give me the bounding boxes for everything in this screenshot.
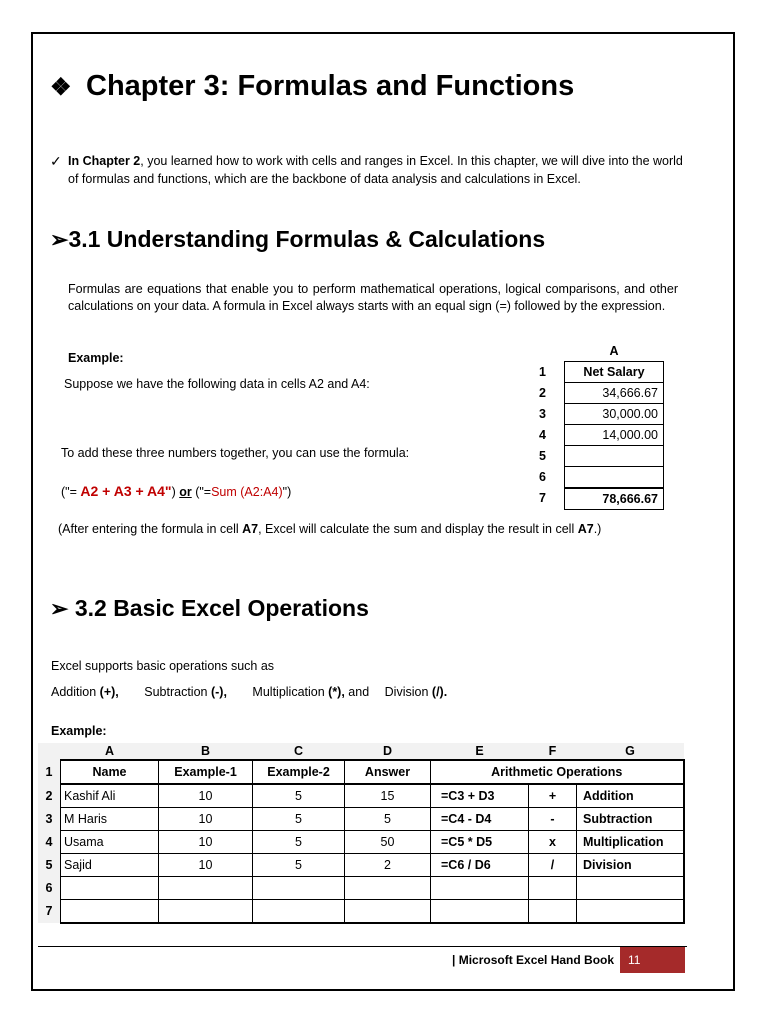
footer-divider — [38, 946, 687, 947]
table-cell[interactable] — [577, 900, 684, 924]
corner-cell — [535, 341, 565, 361]
op-multiplication: Multiplication — [252, 685, 329, 699]
row-number: 6 — [539, 469, 546, 484]
column-header: G — [577, 743, 684, 760]
op-subtraction-sym: (-), — [210, 685, 227, 699]
column-header-a: A — [609, 343, 619, 358]
table-cell[interactable]: Addition — [577, 784, 684, 808]
table-cell[interactable]: 15 — [345, 784, 431, 808]
table-cell[interactable] — [61, 877, 159, 900]
op-subtraction: Subtraction — [144, 685, 211, 699]
row-number: 7 — [38, 900, 61, 924]
table-cell[interactable]: Division — [577, 854, 684, 877]
sum-open: ("= — [191, 485, 212, 499]
op-division-sym: (/). — [431, 685, 448, 699]
page-number: 11 — [620, 947, 685, 973]
table-row — [535, 382, 664, 403]
column-header: D — [345, 743, 431, 760]
table-cell[interactable]: 2 — [345, 854, 431, 877]
operations-line — [51, 685, 447, 699]
table-cell[interactable]: + — [529, 784, 577, 808]
formulas-paragraph: Formulas are equations that enable you to perform mathematical operations, logical comparisons, and other calculations on your data. A formula in Excel always starts with an equal sign (=) followed by the expression. — [68, 282, 678, 313]
op-and: and — [344, 685, 370, 699]
table-row — [535, 361, 664, 382]
table-row — [38, 808, 684, 831]
header-cell[interactable]: Example-2 — [253, 760, 345, 784]
table-row — [535, 466, 664, 488]
row-number: 2 — [38, 784, 61, 808]
checkmark-icon: ✓ — [50, 153, 62, 169]
footer-title: | Microsoft Excel Hand Book — [452, 953, 615, 967]
table-cell[interactable]: Usama — [61, 831, 159, 854]
corner-cell — [38, 743, 61, 760]
section-3-1-title: 3.1 Understanding Formulas & Calculations — [68, 226, 546, 252]
table-row — [38, 784, 684, 808]
net-salary-table — [535, 341, 664, 510]
table-cell[interactable] — [61, 900, 159, 924]
row-number: 6 — [38, 877, 61, 900]
table-cell[interactable]: 10 — [159, 784, 253, 808]
table-row — [38, 900, 684, 924]
intro-bold: In Chapter 2 — [68, 154, 141, 168]
row-number: 5 — [38, 854, 61, 877]
table-header-row — [38, 760, 684, 784]
table-cell[interactable]: 14,000.00 — [565, 424, 664, 445]
after-part-2: , Excel will calculate the sum and display the result in cell — [258, 522, 578, 536]
table-cell[interactable] — [431, 877, 529, 900]
formula-close: ) — [171, 485, 180, 499]
table-row — [38, 831, 684, 854]
table-cell[interactable]: 5 — [253, 784, 345, 808]
header-cell[interactable]: Arithmetic Operations — [431, 760, 684, 784]
table-cell[interactable]: Kashif Ali — [61, 784, 159, 808]
arrow-bullet-icon: ➢ — [50, 596, 69, 621]
row-number: 1 — [38, 760, 61, 784]
table-cell[interactable]: 34,666.67 — [565, 382, 664, 403]
after-cell-2: A7 — [577, 522, 594, 536]
diamond-bullet-icon: ❖ — [50, 74, 72, 101]
table-cell[interactable]: Sajid — [61, 854, 159, 877]
column-header: A — [61, 743, 159, 760]
table-cell[interactable] — [431, 900, 529, 924]
table-cell[interactable]: 30,000.00 — [565, 403, 664, 424]
row-number: 2 — [539, 385, 546, 400]
table-cell[interactable]: =C5 * D5 — [431, 831, 529, 854]
op-multiplication-sym: (*), — [328, 685, 345, 699]
table-cell[interactable]: =C3 + D3 — [431, 784, 529, 808]
table-cell[interactable]: Subtraction — [577, 808, 684, 831]
column-header: C — [253, 743, 345, 760]
table-cell[interactable]: 10 — [159, 808, 253, 831]
table-cell[interactable] — [565, 445, 664, 466]
after-part-3: .) — [593, 522, 602, 536]
table-cell[interactable]: 5 — [253, 854, 345, 877]
table-cell[interactable] — [529, 900, 577, 924]
after-part-1: (After entering the formula in cell — [58, 522, 243, 536]
table-cell[interactable] — [345, 900, 431, 924]
table-row — [38, 877, 684, 900]
table-cell[interactable] — [577, 877, 684, 900]
table-cell[interactable] — [345, 877, 431, 900]
table-cell[interactable]: 10 — [159, 854, 253, 877]
table-cell[interactable]: Net Salary — [565, 361, 664, 382]
table-cell[interactable]: Multiplication — [577, 831, 684, 854]
formula-open: ("= — [61, 485, 81, 499]
after-cell-1: A7 — [242, 522, 259, 536]
row-number: 1 — [539, 364, 546, 379]
table-cell[interactable]: x — [529, 831, 577, 854]
intro-paragraph — [50, 152, 690, 188]
op-addition-sym: (+), — [99, 685, 119, 699]
table-row — [535, 403, 664, 424]
section-3-2-title: 3.2 Basic Excel Operations — [68, 595, 369, 621]
table-row — [535, 424, 664, 445]
row-number: 4 — [38, 831, 61, 854]
table-cell[interactable]: 5 — [253, 808, 345, 831]
table-cell[interactable]: 5 — [253, 831, 345, 854]
sum-main: Sum (A2:A4) — [211, 485, 283, 499]
table-cell[interactable] — [565, 466, 664, 488]
table-cell[interactable]: =C4 - D4 — [431, 808, 529, 831]
table-cell[interactable] — [159, 900, 253, 924]
header-cell[interactable]: Answer — [345, 760, 431, 784]
chapter-title-text: Chapter 3: Formulas and Functions — [86, 70, 575, 102]
table-cell[interactable] — [529, 877, 577, 900]
table-cell[interactable]: / — [529, 854, 577, 877]
op-division: Division — [384, 685, 432, 699]
formula-main: A2 + A3 + A4" — [80, 483, 172, 499]
header-cell[interactable]: Name — [61, 760, 159, 784]
row-number: 3 — [38, 808, 61, 831]
column-header: E — [431, 743, 529, 760]
table-cell[interactable]: 50 — [345, 831, 431, 854]
formula-or: or — [179, 485, 192, 499]
intro-text: , you learned how to work with cells and ranges in Excel. In this chapter, we will dive into the world of formulas and functions, which are the backbone of data analysis and calculations in Excel. — [68, 154, 683, 186]
table-cell[interactable] — [253, 900, 345, 924]
section-heading-3-1 — [50, 226, 545, 253]
op-addition: Addition — [51, 685, 100, 699]
column-header: F — [529, 743, 577, 760]
suppose-text: Suppose we have the following data in cells A2 and A4: — [64, 377, 370, 391]
after-entering-text — [58, 522, 601, 536]
table-row — [535, 488, 664, 510]
section-heading-3-2 — [50, 595, 369, 622]
supports-text: Excel supports basic operations such as — [51, 659, 275, 673]
table-cell[interactable]: =C6 / D6 — [431, 854, 529, 877]
table-cell[interactable]: 5 — [345, 808, 431, 831]
sum-close: ") — [282, 485, 292, 499]
table-cell[interactable]: - — [529, 808, 577, 831]
table-row — [535, 445, 664, 466]
row-number: 4 — [539, 427, 546, 442]
table-cell[interactable] — [159, 877, 253, 900]
to-add-text: To add these three numbers together, you can use the formula: — [61, 446, 410, 460]
example-label-1: Example: — [68, 351, 124, 365]
table-cell[interactable] — [253, 877, 345, 900]
row-number: 7 — [539, 491, 546, 506]
chapter-title — [50, 70, 574, 103]
table-cell[interactable]: 10 — [159, 831, 253, 854]
total-cell[interactable]: 78,666.67 — [565, 488, 664, 510]
operations-table — [38, 743, 685, 924]
table-row — [38, 854, 684, 877]
column-header: B — [159, 743, 253, 760]
table-cell[interactable]: M Haris — [61, 808, 159, 831]
row-number: 3 — [539, 406, 546, 421]
row-number: 5 — [539, 448, 546, 463]
arrow-bullet-icon: ➢ — [50, 227, 69, 252]
header-cell[interactable]: Example-1 — [159, 760, 253, 784]
formula-line — [61, 483, 291, 499]
example-label-2: Example: — [51, 724, 107, 738]
